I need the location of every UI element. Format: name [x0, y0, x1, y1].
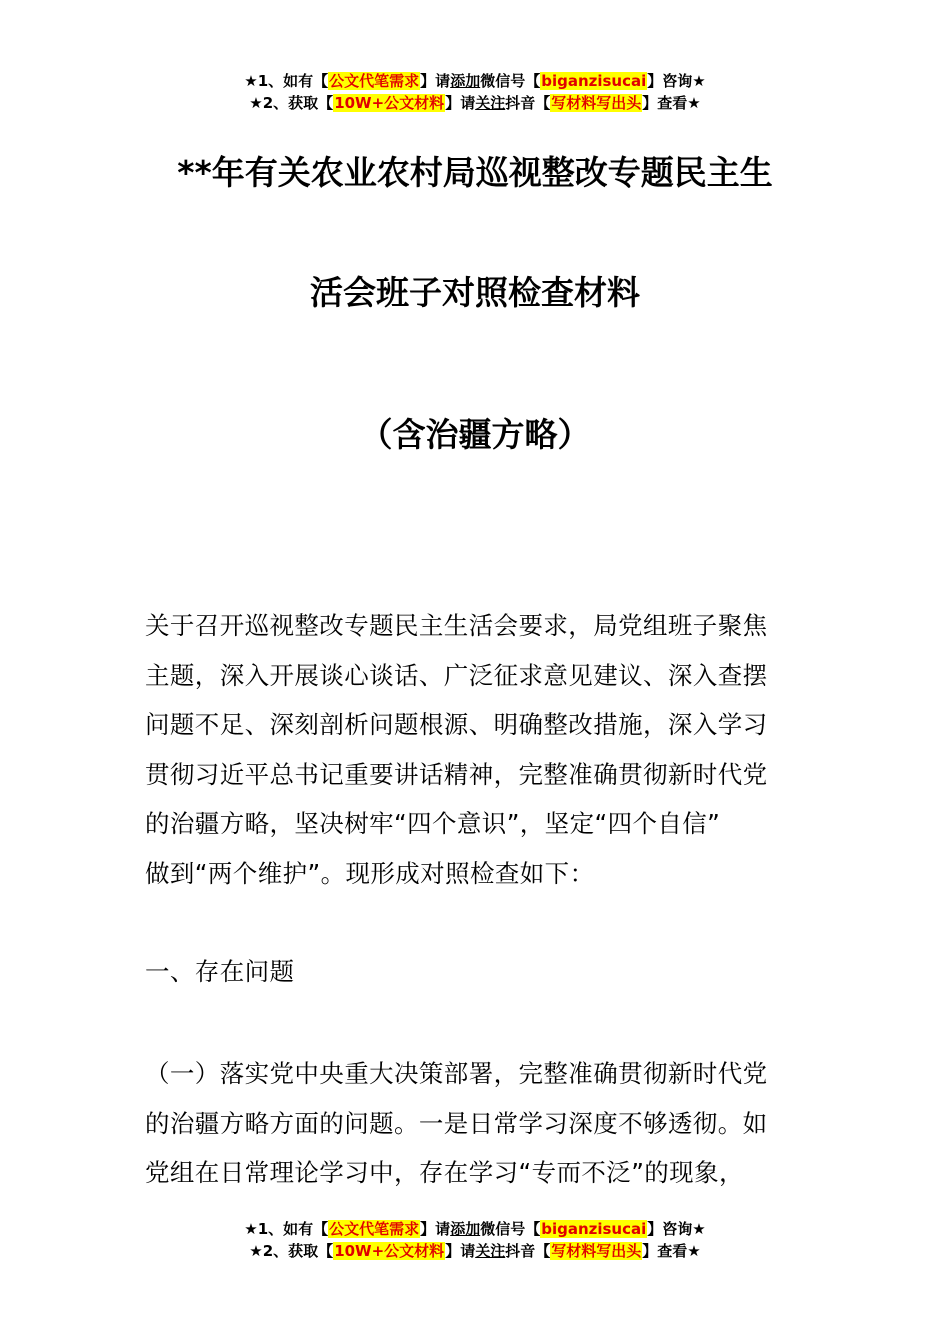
document-subtitle: （含治疆方略）	[359, 415, 591, 454]
paragraph-line: 做到“两个维护”。现形成对照检查如下：	[145, 858, 595, 888]
highlight-materials: 10W+公文材料	[334, 94, 445, 112]
highlight-wechat-id: biganzisucai	[541, 1220, 647, 1238]
banner-line-1: ★1、如有【公文代笔需求】请添加微信号【biganzisucai】咨询★	[244, 1220, 706, 1238]
banner-line-2: ★2、获取【10W+公文材料】请关注抖音【写材料写出头】查看★	[249, 94, 701, 112]
section-paragraph	[145, 1049, 810, 1198]
highlight-douyin-account: 写材料写出头	[551, 1242, 642, 1260]
highlight-materials: 10W+公文材料	[334, 1242, 445, 1260]
footer-banner	[0, 1218, 950, 1262]
paragraph-line: 贯彻习近平总书记重要讲话精神，完整准确贯彻新时代党	[145, 759, 768, 789]
header-banner	[0, 70, 950, 114]
document-title-line-2: 活会班子对照检查材料	[310, 273, 640, 312]
highlight-wechat-id: biganzisucai	[541, 72, 647, 90]
banner-line-1: ★1、如有【公文代笔需求】请添加微信号【biganzisucai】咨询★	[244, 72, 706, 90]
paragraph-line: 的治疆方略，坚决树牢“四个意识”，坚定“四个自信”	[145, 809, 721, 839]
paragraph-line: 党组在日常理论学习中，存在学习“专而不泛”的现象，	[145, 1158, 744, 1188]
paragraph-line: 主题，深入开展谈心谈话、广泛征求意见建议、深入查摆	[145, 660, 768, 690]
highlight-service: 公文代笔需求	[329, 1220, 420, 1238]
banner-line-2: ★2、获取【10W+公文材料】请关注抖音【写材料写出头】查看★	[249, 1242, 701, 1260]
highlight-douyin-account: 写材料写出头	[551, 94, 642, 112]
document-title-line-1: **年有关农业农村局巡视整改专题民主生	[177, 153, 773, 192]
highlight-service: 公文代笔需求	[329, 72, 420, 90]
section-heading: 一、存在问题	[145, 957, 295, 986]
paragraph-line: 的治疆方略方面的问题。一是日常学习深度不够透彻。如	[145, 1108, 768, 1138]
paragraph-line: 关于召开巡视整改专题民主生活会要求，局党组班子聚焦	[145, 611, 768, 640]
paragraph-line: （一）落实党中央重大决策部署，完整准确贯彻新时代党	[145, 1059, 768, 1088]
intro-paragraph	[145, 601, 810, 899]
paragraph-line: 问题不足、深刻剖析问题根源、明确整改措施，深入学习	[145, 710, 768, 740]
